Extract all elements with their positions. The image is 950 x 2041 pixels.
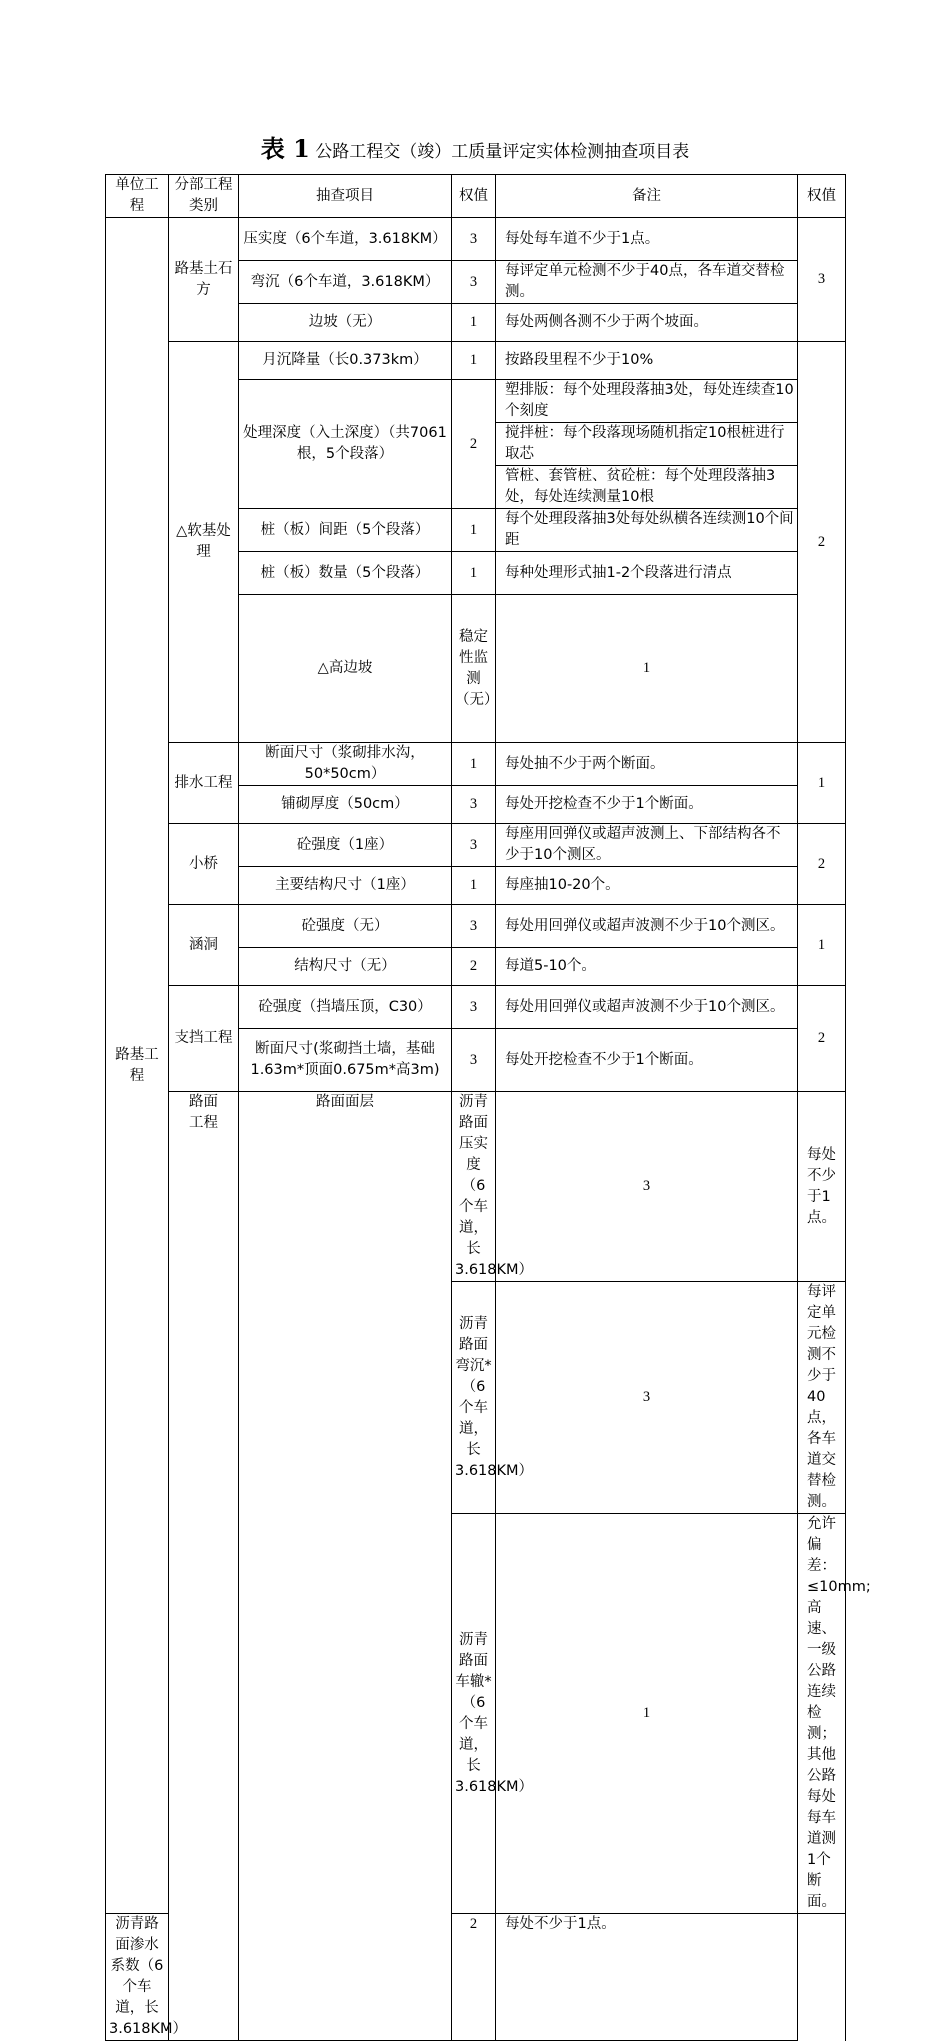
item-weight: 1 <box>452 552 496 595</box>
item-name: 稳定性监测（无） <box>452 595 496 743</box>
item-weight: 1 <box>452 342 496 380</box>
header-unit: 单位工程 <box>106 175 169 218</box>
page-title <box>0 132 950 169</box>
item-name: 结构尺寸（无） <box>239 948 452 986</box>
category-slope: △高边坡 <box>239 595 452 743</box>
item-name: 砼强度（无） <box>239 905 452 948</box>
group-weight: 1 <box>798 743 846 824</box>
table-row <box>106 218 846 261</box>
item-name: 沥青路面渗水系数（6个车道，长3.618KM） <box>106 1914 169 2041</box>
item-name: 月沉降量（长0.373km） <box>239 342 452 380</box>
table-row <box>106 743 846 786</box>
item-note: 每处抽不少于两个断面。 <box>496 743 798 786</box>
group-weight: 1 <box>798 905 846 986</box>
header-category: 分部工程类别 <box>169 175 239 218</box>
item-name: 沥青路面弯沉*（6个车道，长3.618KM） <box>452 1282 496 1514</box>
item-weight: 1 <box>496 595 798 743</box>
header-note: 备注 <box>496 175 798 218</box>
item-note: 每座抽10-20个。 <box>496 867 798 905</box>
table-row <box>106 824 846 867</box>
item-name: 桩（板）间距（5个段落） <box>239 509 452 552</box>
item-note: 每座用回弹仪或超声波测上、下部结构各不少于10个测区。 <box>496 824 798 867</box>
item-note: 每处不少于1点。 <box>496 1914 798 2041</box>
group-weight: 3 <box>798 218 846 342</box>
item-weight: 2 <box>452 1914 496 2041</box>
title-text: 公路工程交（竣）工质量评定实体检测抽查项目表 <box>315 142 690 162</box>
unit-roadbed: 路基工程 <box>106 218 169 1914</box>
item-name: 边坡（无） <box>239 304 452 342</box>
item-note: 每评定单元检测不少于40点，各车道交替检测。 <box>798 1282 846 1514</box>
group-weight: 2 <box>798 986 846 1092</box>
item-weight: 1 <box>452 509 496 552</box>
item-note: 塑排版：每个处理段落抽3处，每处连续查10个刻度 <box>496 380 798 423</box>
item-weight: 3 <box>452 986 496 1029</box>
table-row <box>106 986 846 1029</box>
category-pavement: 路面面层 <box>239 1092 452 2041</box>
group-weight: 2 <box>798 342 846 743</box>
item-name: 断面尺寸(浆砌挡土墙，基础1.63m*顶面0.675m*高3m) <box>239 1029 452 1092</box>
item-weight: 1 <box>452 304 496 342</box>
header-weight: 权值 <box>452 175 496 218</box>
item-note: 每处开挖检查不少于1个断面。 <box>496 786 798 824</box>
item-weight: 3 <box>452 1029 496 1092</box>
item-weight: 2 <box>452 380 496 509</box>
item-weight: 1 <box>452 743 496 786</box>
item-weight: 3 <box>496 1092 798 1282</box>
category-drainage: 排水工程 <box>169 743 239 824</box>
item-note: 每处不少于1点。 <box>798 1092 846 1282</box>
item-note: 每道5-10个。 <box>496 948 798 986</box>
item-note: 每评定单元检测不少于40点，各车道交替检测。 <box>496 261 798 304</box>
group-weight: 2 <box>798 824 846 905</box>
table-number: 表 1 <box>260 134 310 163</box>
table-row <box>106 342 846 380</box>
category-soft: △软基处理 <box>169 342 239 743</box>
item-weight: 3 <box>452 786 496 824</box>
unit-pavement: 路面工程 <box>169 1092 239 2041</box>
item-weight: 3 <box>496 1282 798 1514</box>
item-note: 每处用回弹仪或超声波测不少于10个测区。 <box>496 905 798 948</box>
item-weight: 3 <box>452 824 496 867</box>
category-culvert: 涵洞 <box>169 905 239 986</box>
inspection-table <box>105 174 871 2041</box>
item-name: 砼强度（挡墙压顶，C30） <box>239 986 452 1029</box>
item-note: 每处开挖检查不少于1个断面。 <box>496 1029 798 1092</box>
item-weight: 3 <box>452 261 496 304</box>
item-name: 沥青路面车辙*（6个车道，长3.618KM） <box>452 1514 496 1914</box>
category-earthwork: 路基土石方 <box>169 218 239 342</box>
item-note: 每种处理形式抽1-2个段落进行清点 <box>496 552 798 595</box>
category-retaining: 支挡工程 <box>169 986 239 1092</box>
table-row <box>106 1092 846 1282</box>
table-header-row <box>106 175 846 218</box>
item-note: 搅拌桩：每个段落现场随机指定10根桩进行取芯 <box>496 423 798 466</box>
item-weight: 3 <box>452 218 496 261</box>
item-name: 断面尺寸（浆砌排水沟，50*50cm） <box>239 743 452 786</box>
item-note: 管桩、套管桩、贫砼桩：每个处理段落抽3处，每处连续测量10根 <box>496 466 798 509</box>
item-weight: 1 <box>496 1514 798 1914</box>
item-weight: 2 <box>452 948 496 986</box>
item-name: 砼强度（1座） <box>239 824 452 867</box>
item-name: 桩（板）数量（5个段落） <box>239 552 452 595</box>
item-note: 每个处理段落抽3处每处纵横各连续测10个间距 <box>496 509 798 552</box>
item-name: 铺砌厚度（50cm） <box>239 786 452 824</box>
item-name: 主要结构尺寸（1座） <box>239 867 452 905</box>
item-weight: 1 <box>452 867 496 905</box>
category-bridge: 小桥 <box>169 824 239 905</box>
item-note: 每处用回弹仪或超声波测不少于10个测区。 <box>496 986 798 1029</box>
item-weight: 3 <box>452 905 496 948</box>
header-item: 抽查项目 <box>239 175 452 218</box>
item-name: 弯沉（6个车道，3.618KM） <box>239 261 452 304</box>
item-name: 沥青路面压实度（6个车道，长3.618KM） <box>452 1092 496 1282</box>
item-name: 压实度（6个车道，3.618KM） <box>239 218 452 261</box>
item-name: 处理深度（入土深度）（共7061根，5个段落） <box>239 380 452 509</box>
item-note: 允许偏差：≤10mm; 高速、一级公路连续检测；其他公路每处每车道测1个断面。 <box>798 1514 846 1914</box>
header-weight2: 权值 <box>798 175 846 218</box>
table-row <box>106 905 846 948</box>
item-note: 每处每车道不少于1点。 <box>496 218 798 261</box>
item-note: 每处两侧各测不少于两个坡面。 <box>496 304 798 342</box>
item-note: 按路段里程不少于10% <box>496 342 798 380</box>
